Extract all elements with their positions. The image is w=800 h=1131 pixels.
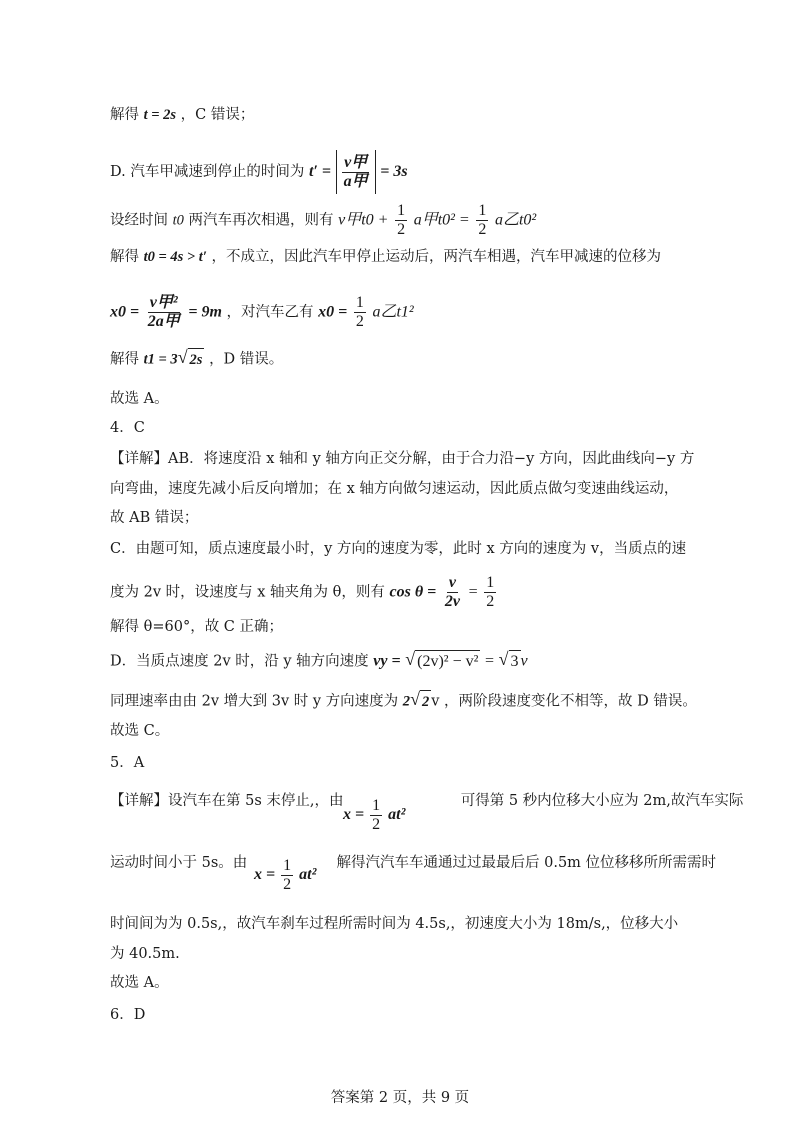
line-6 (110, 348, 700, 371)
line-3 (110, 203, 700, 238)
formula-2: x = $\frac{1}{2}$ at² (254, 857, 317, 893)
line-16 (110, 690, 700, 713)
line-9: 【详解】AB．将速度沿 x 轴和 y 轴方向正交分解，由于合力沿−y 方向，因此曲线向−y 方 (110, 451, 695, 467)
text: 设经时间 (110, 212, 168, 229)
math: t = 2s (143, 107, 177, 123)
math: x0 = (318, 303, 348, 321)
line-17: 故选 C。 (110, 723, 170, 739)
fraction: $\frac{1}{2}$ (486, 574, 495, 610)
fraction: $\frac{1}{2}$ (283, 857, 292, 893)
line-23: 故选 A。 (110, 975, 169, 991)
formula-1: x = $\frac{1}{2}$ at² (343, 797, 406, 833)
line-13 (110, 575, 700, 610)
math: x0 = (110, 303, 140, 321)
math: t1 = 3 (143, 351, 178, 368)
text: 【详解】设汽车在第 5s 末停止,，由 (110, 793, 344, 809)
text: 可得第 5 秒内位移大小应为 2m,故汽车实际 (460, 793, 744, 809)
math: v (520, 652, 528, 670)
page-footer: 答案第 2 页，共 9 页 (330, 1090, 470, 1106)
line-11: 故 AB 错误； (110, 510, 199, 526)
text: 解得 (110, 249, 139, 265)
math: v (431, 693, 440, 710)
fraction: $\frac{\text{v甲²}}{\text{2a甲}}$ (147, 294, 180, 330)
fraction: $\frac{\text{v甲}}{\text{a甲}}$ (343, 153, 368, 190)
question-number-5: 5．A (110, 755, 145, 771)
math: a乙t1² (372, 303, 414, 321)
math: t0 (172, 212, 184, 229)
question-number-4: 4．C (110, 420, 145, 436)
math: = 3s (380, 163, 408, 180)
text: 两汽车再次相遇，则有 (188, 212, 334, 229)
line-12: C．由题可知，质点速度最小时，y 方向的速度为零，此时 x 方向的速度为 v，当质点的速 (110, 541, 687, 557)
question-number-6: 6．D (110, 1007, 146, 1023)
line-21: 时间间为为 0.5s,，故汽车刹车过程所需时间为 4.5s,，初速度大小为 18m/s,，位移大小 (110, 916, 679, 932)
math: = (485, 652, 495, 670)
math: a乙t0² (494, 211, 537, 229)
math: cos θ = (389, 583, 437, 601)
math: = (468, 583, 478, 601)
text: D. 汽车甲减速到停止的时间为 (110, 164, 305, 180)
math: t0 = 4s > t′ (143, 249, 207, 265)
text: ，C 错误； (180, 107, 255, 123)
text: D．当质点速度 2v 时，沿 y 轴方向速度 (110, 653, 369, 670)
text: 度为 2v 时，设速度与 x 轴夹角为 θ，则有 (110, 584, 385, 601)
fraction: $\frac{1}{2}$ (372, 797, 381, 833)
fraction: $\frac{1}{2}$ (355, 294, 364, 330)
fraction: $\frac{1}{2}$ (478, 202, 487, 238)
math: = 9m (188, 303, 222, 321)
square-root: √ 2s (178, 348, 205, 371)
math: t′ = (308, 163, 331, 180)
line-1 (110, 104, 700, 126)
line-22: 为 40.5m. (110, 946, 180, 962)
line-2 (110, 150, 700, 194)
fraction: $\frac{1}{2}$ (397, 202, 406, 238)
math: v甲t0 + (338, 211, 389, 229)
line-4 (110, 246, 700, 268)
math: 2 (402, 693, 411, 710)
square-root: √ 2 (410, 690, 431, 713)
square-root: √ (2v)² − v² (405, 650, 480, 673)
text: 解得 (110, 107, 139, 123)
line-10: 向弯曲，速度先减小后反向增加；在 x 轴方向做匀速运动，因此质点做匀变速曲线运动， (110, 481, 679, 497)
math: a甲t0² = (413, 211, 470, 229)
text: 同理速率由由 2v 增大到 3v 时 y 方向速度为 (110, 693, 399, 710)
line-5 (110, 295, 700, 330)
abs-value (336, 150, 376, 194)
text: 解得 (110, 351, 139, 368)
line-15 (110, 650, 700, 673)
fraction: $\frac{v}{2v}$ (444, 574, 460, 610)
line-7: 故选 A。 (110, 391, 169, 407)
text: ，D 错误。 (209, 351, 284, 368)
text: ，对汽车乙有 (226, 304, 314, 321)
math: vy = (373, 652, 401, 670)
line-14: 解得 θ=60°，故 C 正确； (110, 619, 284, 635)
line-20 (110, 852, 717, 874)
text: 运动时间小于 5s。由 (110, 855, 248, 871)
square-root: √ 3 (499, 650, 521, 673)
text: ，不成立，因此汽车甲停止运动后，两汽车相遇，汽车甲减速的位移为 (211, 249, 662, 265)
text: ，两阶段速度变化不相等，故 D 错误。 (444, 693, 697, 710)
text: 解得汽汽车车通通过过最最后后 0.5m 位位移移所所需需时 (336, 855, 717, 871)
